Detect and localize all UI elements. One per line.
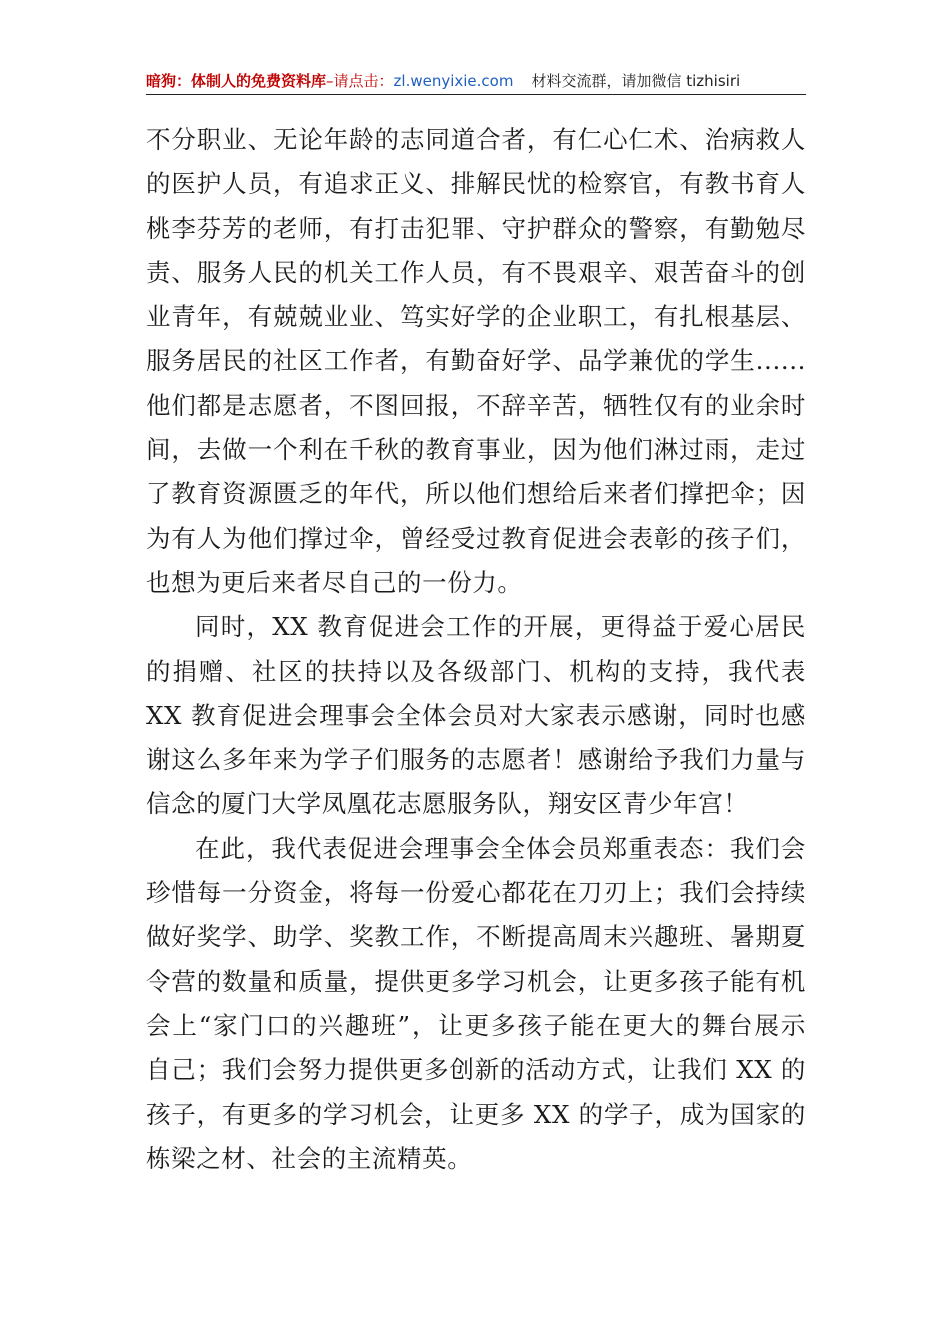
text-line: 令营的数量和质量，提供更多学习机会，让更多孩子能有机 [146, 966, 806, 996]
header-wechat-note: 材料交流群，请加微信 tizhisiri [531, 72, 741, 90]
text-line: 间，去做一个利在千秋的教育事业，因为他们淋过雨，走过 [146, 435, 806, 465]
text-line: 不分职业、无论年龄的志同道合者，有仁心仁术、治病救人 [146, 125, 806, 154]
text-line: 服务居民的社区工作者，有勤奋好学、品学兼优的学生...... [146, 346, 806, 376]
text-line: 为有人为他们撑过伞，曾经受过教育促进会表彰的孩子们， [146, 523, 806, 553]
paragraph-1 [146, 118, 806, 605]
text-line: 责、服务人民的机关工作人员，有不畏艰辛、艰苦奋斗的创 [146, 257, 806, 287]
text-line: XX 教育促进会理事会全体会员对大家表示感谢，同时也感 [146, 700, 806, 730]
document-body [146, 118, 806, 1181]
text-line: 会上“家门口的兴趣班”，让更多孩子能在更大的舞台展示 [146, 1010, 806, 1040]
header-brand: 暗狗：体制人的免费资料库 [146, 72, 327, 90]
header-url-link[interactable]: zl.wenyixie.com [393, 72, 514, 90]
text-line: 孩子，有更多的学习机会，让更多 XX 的学子，成为国家的 [146, 1099, 806, 1129]
text-line: 业青年，有兢兢业业、笃实好学的企业职工，有扎根基层、 [146, 302, 806, 332]
text-line: 谢这么多年来为学子们服务的志愿者！感谢给予我们力量与 [146, 745, 806, 775]
text-line: 他们都是志愿者，不图回报，不辞辛苦，牺牲仅有的业余时 [146, 390, 806, 420]
text-line: 的医护人员，有追求正义、排解民忧的检察官，有教书育人 [146, 169, 806, 199]
header-link-prefix: –请点击： [326, 72, 394, 90]
text-line: 栋梁之材、社会的主流精英。 [146, 1143, 473, 1173]
text-line: 也想为更后来者尽自己的一份力。 [146, 567, 523, 597]
text-line: 的捐赠、社区的扶持以及各级部门、机构的支持，我代表 [146, 656, 806, 686]
page-header [146, 68, 806, 95]
text-line: 在此，我代表促进会理事会全体会员郑重表态：我们会 [195, 833, 806, 863]
text-line: 同时，XX 教育促进会工作的开展，更得益于爱心居民 [195, 612, 806, 642]
paragraph-3 [146, 827, 806, 1181]
paragraph-2 [146, 605, 806, 826]
text-line: 自己；我们会努力提供更多创新的活动方式，让我们 XX 的 [146, 1055, 806, 1085]
text-line: 珍惜每一分资金，将每一份爱心都花在刀刃上；我们会持续 [146, 878, 806, 908]
text-line: 了教育资源匮乏的年代，所以他们想给后来者们撑把伞；因 [146, 479, 806, 509]
text-line: 桃李芬芳的老师，有打击犯罪、守护群众的警察，有勤勉尽 [146, 213, 806, 243]
text-line: 做好奖学、助学、奖教工作，不断提高周末兴趣班、暑期夏 [146, 922, 806, 952]
text-line: 信念的厦门大学凤凰花志愿服务队，翔安区青少年宫！ [146, 789, 749, 819]
